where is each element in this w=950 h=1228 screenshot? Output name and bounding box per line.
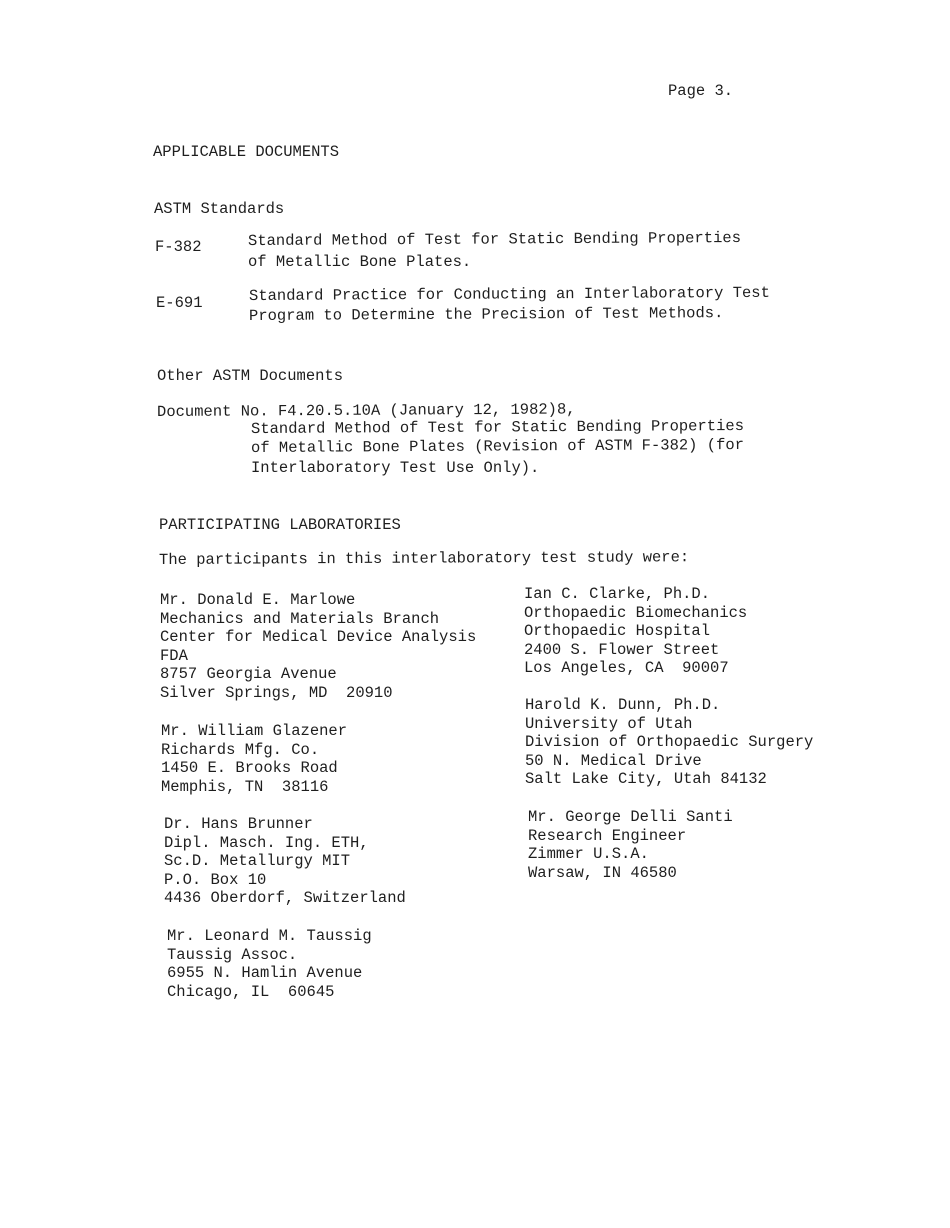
participant-address-block [160, 591, 476, 702]
address-line: Division of Orthopaedic Surgery [525, 733, 814, 751]
address-line: 6955 N. Hamlin Avenue [167, 964, 363, 982]
address-line: 50 N. Medical Drive [525, 751, 702, 770]
address-line: Zimmer U.S.A. [528, 845, 649, 863]
address-line: Taussig Assoc. [167, 945, 298, 964]
address-line: Center for Medical Device Analysis [160, 628, 477, 646]
page-number: Page 3. [668, 82, 734, 100]
document-title-line: Interlaboratory Test Use Only). [251, 459, 540, 477]
participant-address-block [164, 815, 406, 908]
participant-address-block [528, 808, 733, 882]
document-title-line: of Metallic Bone Plates (Revision of ASTM F-382) (for [250, 435, 745, 457]
standard-title-line: Standard Practice for Conducting an Interlaboratory Test [248, 283, 770, 305]
address-line: Warsaw, IN 46580 [528, 863, 677, 882]
address-line: Chicago, IL 60645 [167, 982, 335, 1001]
address-line: 4436 Oberdorf, Switzerland [164, 889, 406, 907]
standard-title-line: Standard Method of Test for Static Bending Properties [247, 228, 742, 250]
address-line: University of Utah [525, 714, 693, 733]
participant-address-block [524, 585, 747, 678]
participant-name: Ian C. Clarke, Ph.D. [524, 585, 711, 603]
address-line: 2400 S. Flower Street [524, 640, 720, 659]
address-line: Silver Springs, MD 20910 [160, 683, 393, 702]
address-line: P.O. Box 10 [164, 870, 267, 889]
subheading-astm-standards: ASTM Standards [154, 200, 285, 218]
section-heading-participating-laboratories: PARTICIPATING LABORATORIES [159, 516, 401, 534]
subheading-other-astm-documents: Other ASTM Documents [157, 367, 344, 385]
address-line: Los Angeles, CA 90007 [524, 659, 729, 677]
participant-name: Mr. Leonard M. Taussig [167, 927, 372, 945]
standard-code-f382: F-382 [155, 238, 202, 256]
participants-intro: The participants in this interlaboratory test study were: [158, 548, 690, 569]
address-line: Orthopaedic Hospital [524, 622, 711, 640]
standard-code-e691: E-691 [156, 294, 203, 312]
participant-address-block [161, 722, 347, 796]
address-line: FDA [160, 646, 188, 665]
document-reference-line: Document No. F4.20.5.10A (January 12, 1982)8, [156, 400, 576, 421]
section-heading-applicable-documents: APPLICABLE DOCUMENTS [153, 143, 340, 161]
participant-address-block [167, 927, 372, 1001]
participant-name: Mr. William Glazener [161, 722, 348, 740]
participant-name: Harold K. Dunn, Ph.D. [525, 696, 721, 714]
document-title-line: Standard Method of Test for Static Bending Properties [250, 416, 745, 438]
address-line: Salt Lake City, Utah 84132 [525, 770, 767, 788]
participant-address-block [525, 696, 813, 789]
address-line: Research Engineer [528, 826, 687, 845]
standard-title-line: Program to Determine the Precision of Test Methods. [248, 304, 724, 325]
standard-title-line: of Metallic Bone Plates. [248, 253, 472, 271]
address-line: 8757 Georgia Avenue [160, 665, 337, 683]
address-line: Orthopaedic Biomechanics [524, 603, 748, 622]
address-line: Dipl. Masch. Ing. ETH, [164, 833, 369, 852]
address-line: 1450 E. Brooks Road [161, 759, 338, 777]
address-line: Mechanics and Materials Branch [160, 609, 440, 628]
participant-name: Mr. Donald E. Marlowe [160, 591, 356, 609]
address-line: Sc.D. Metallurgy MIT [164, 852, 351, 870]
participant-name: Dr. Hans Brunner [164, 815, 313, 833]
address-line: Richards Mfg. Co. [161, 740, 320, 759]
participant-name: Mr. George Delli Santi [528, 808, 733, 826]
address-line: Memphis, TN 38116 [161, 777, 329, 796]
